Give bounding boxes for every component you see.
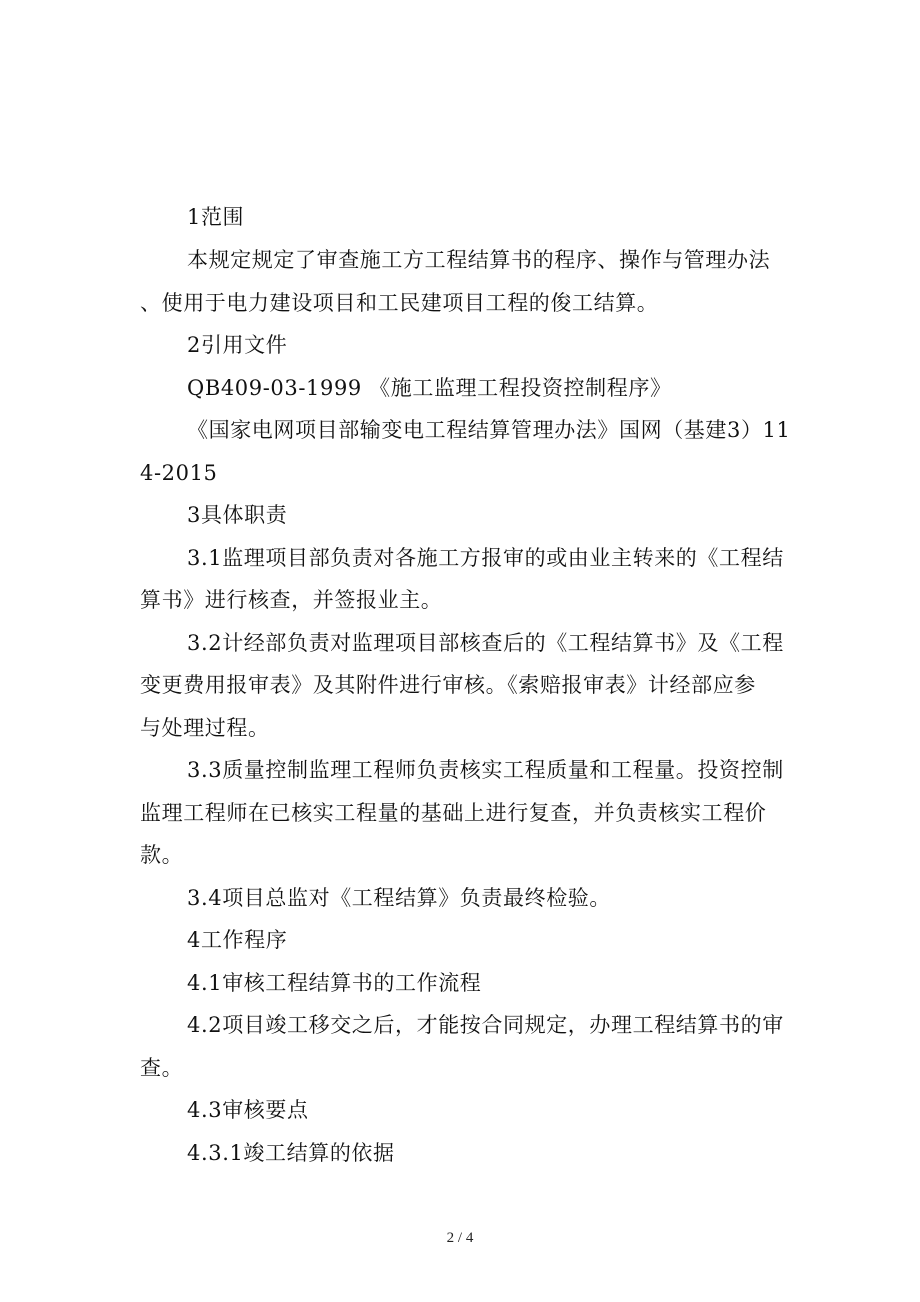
paragraph-line: 查。 xyxy=(140,1056,184,1080)
paragraph-line: 与处理过程。 xyxy=(140,716,270,740)
paragraph-line: 4.3.1竣工结算的依据 xyxy=(187,1141,395,1165)
section-heading-scope: 1范围 xyxy=(187,205,245,229)
paragraph-line: 监理工程师在已核实工程量的基础上进行复查，并负责核实工程价 xyxy=(140,801,767,825)
reference-line: 《国家电网项目部输变电工程结算管理办法》国网（基建3）11 xyxy=(187,418,791,442)
page-number: 2 / 4 xyxy=(446,1230,474,1246)
paragraph-line: 4.3审核要点 xyxy=(187,1098,309,1122)
paragraph-line: 3.4项目总监对《工程结算》负责最终检验。 xyxy=(187,886,611,910)
reference-line: 4-2015 xyxy=(140,461,218,485)
paragraph-line: 3.2计经部负责对监理项目部核查后的《工程结算书》及《工程 xyxy=(187,631,784,655)
section-heading-references: 2引用文件 xyxy=(187,333,288,357)
paragraph-line: 4.2项目竣工移交之后，才能按合同规定，办理工程结算书的审 xyxy=(187,1013,784,1037)
paragraph-line: 3.3质量控制监理工程师负责核实工程质量和工程量。投资控制 xyxy=(187,758,784,782)
paragraph-line: 3.1监理项目部负责对各施工方报审的或由业主转来的《工程结 xyxy=(187,546,784,570)
reference-line: QB409-03-1999 《施工监理工程投资控制程序》 xyxy=(187,376,672,400)
paragraph-line: 4.1审核工程结算书的工作流程 xyxy=(187,971,482,995)
paragraph-line: 款。 xyxy=(140,843,184,867)
paragraph-line: 、使用于电力建设项目和工民建项目工程的俊工结算。 xyxy=(140,291,659,315)
paragraph-line: 本规定规定了审查施工方工程结算书的程序、操作与管理办法 xyxy=(187,248,771,272)
paragraph-line: 变更费用报审表》及其附件进行审核。《索赔报审表》计经部应参 xyxy=(140,673,756,697)
section-heading-procedure: 4工作程序 xyxy=(187,928,288,952)
section-heading-duties: 3具体职责 xyxy=(187,503,288,527)
paragraph-line: 算书》进行核查，并签报业主。 xyxy=(140,588,443,612)
